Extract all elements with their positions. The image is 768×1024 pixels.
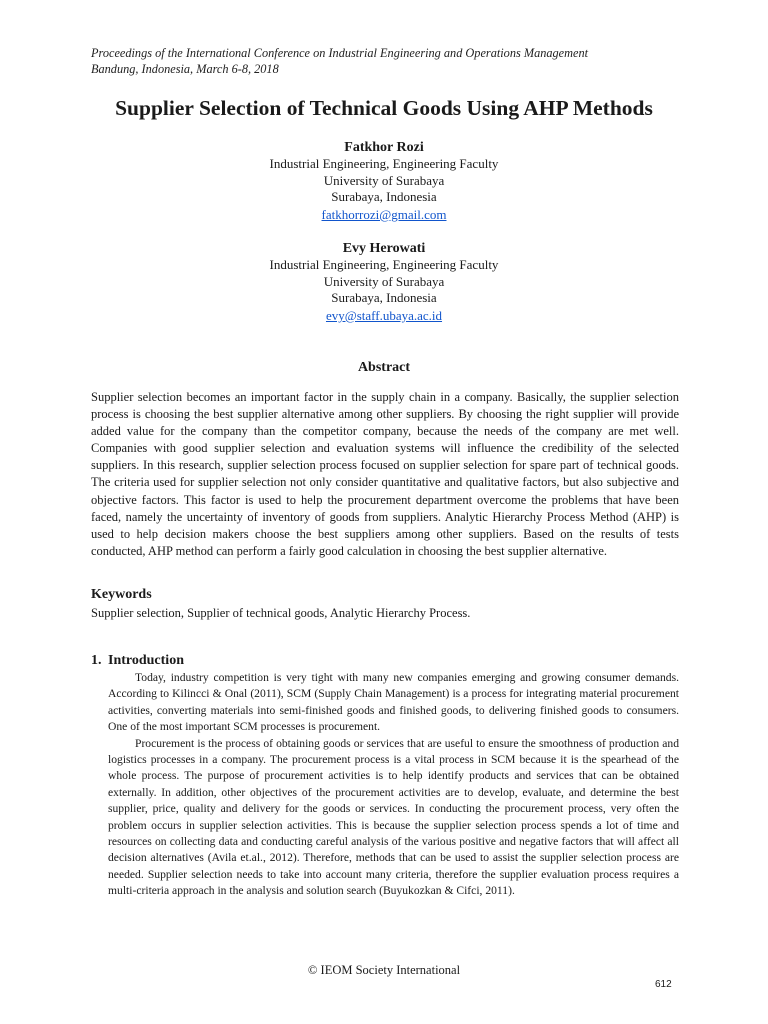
author-name: Evy Herowati — [342, 241, 426, 256]
keywords-heading: Keywords — [91, 587, 152, 602]
proceedings-header-line2: Bandung, Indonesia, March 6-8, 2018 — [91, 62, 279, 76]
abstract-heading: Abstract — [357, 360, 411, 375]
author-location: Surabaya, Indonesia — [331, 189, 437, 205]
introduction-body — [108, 670, 679, 900]
author-department: Industrial Engineering, Engineering Faculty — [269, 257, 499, 272]
abstract-text: Supplier selection becomes an important factor in the supply chain in a company. Basically, the supplier selection process is choosing the best supplier alternative among other suppliers. By choosing the right supplier will provide added value for the company than the competitor company, because the needs of the company are met well. Companies with good supplier selection and evaluation systems will influence the credibility of the selected suppliers. In this research, supplier selection process focused on supplier selection for spare part of technical goods. The criteria used for supplier selection not only consider quantitative and qualitative factors, but also subjective and objective factors. This factor is used to help the procurement department overcome the problems that have been faced, namely the uncertainty of inventory of goods from suppliers. Analytic Hierarchy Process Method (AHP) is used to help decision makers choose the best suppliers among other suppliers. Based on the results of tests conducted, AHP method can perform a fairly good calculation in choosing the best supplier alternative. — [91, 390, 679, 558]
introduction-paragraph-2: Procurement is the process of obtaining goods or services that are useful to ensure the smoothness of production and logistics processes in a company. The procurement process is a vital process in SCM because it is the spearhead of the whole process. The purpose of procurement activities is to help identify products and services that can be obtained externally. In addition, other objectives of the procurement activities are to develop, evaluate, and determine the best supplier, price, quality and delivery for the goods or services. In conducting the procurement process, very often the problem occurs in supplier selection activities. This is because the supplier selection process spends a lot of time and resources on collecting data and conducting careful analysis of the various positive and negative factors that will affect all decision alternatives (Avila et.al., 2012). Therefore, methods that can be used to assist the supplier selection process are needed. Supplier selection needs to take into account many criteria, therefore the supplier evaluation process requires a multi-criteria approach in the analysis and solution search (Buyukozkan & Cifci, 2011). — [108, 736, 679, 898]
page-number: 612 — [655, 979, 672, 990]
introduction-heading — [91, 653, 184, 669]
author-location: Surabaya, Indonesia — [331, 290, 437, 306]
author-email-link[interactable]: evy@staff.ubaya.ac.id — [325, 307, 443, 323]
footer-copyright: © IEOM Society International — [307, 963, 461, 977]
author-department: Industrial Engineering, Engineering Faculty — [269, 156, 499, 171]
section-number: 1. — [91, 653, 102, 668]
section-title: Introduction — [108, 653, 184, 668]
author-university: University of Surabaya — [323, 172, 445, 188]
keywords-text: Supplier selection, Supplier of technical goods, Analytic Hierarchy Process. — [91, 606, 471, 620]
introduction-paragraph-1: Today, industry competition is very tight with many new companies emerging and growing consumer demands. According to Kilincci & Onal (2011), SCM (Supply Chain Management) is a process for integrating material procurement activities, converting materials into semi-finished goods and finished goods, to delivering finished goods to consumers. One of the most important SCM processes is procurement. — [108, 671, 679, 734]
author-university: University of Surabaya — [323, 273, 445, 289]
author-block-2 — [84, 240, 684, 325]
proceedings-header-line1: Proceedings of the International Conference on Industrial Engineering and Operations Management — [91, 46, 589, 60]
author-email-link[interactable]: fatkhorrozi@gmail.com — [321, 206, 447, 222]
author-block-1 — [84, 139, 684, 224]
author-name: Fatkhor Rozi — [344, 140, 424, 155]
paper-title: Supplier Selection of Technical Goods Using AHP Methods — [115, 96, 653, 120]
